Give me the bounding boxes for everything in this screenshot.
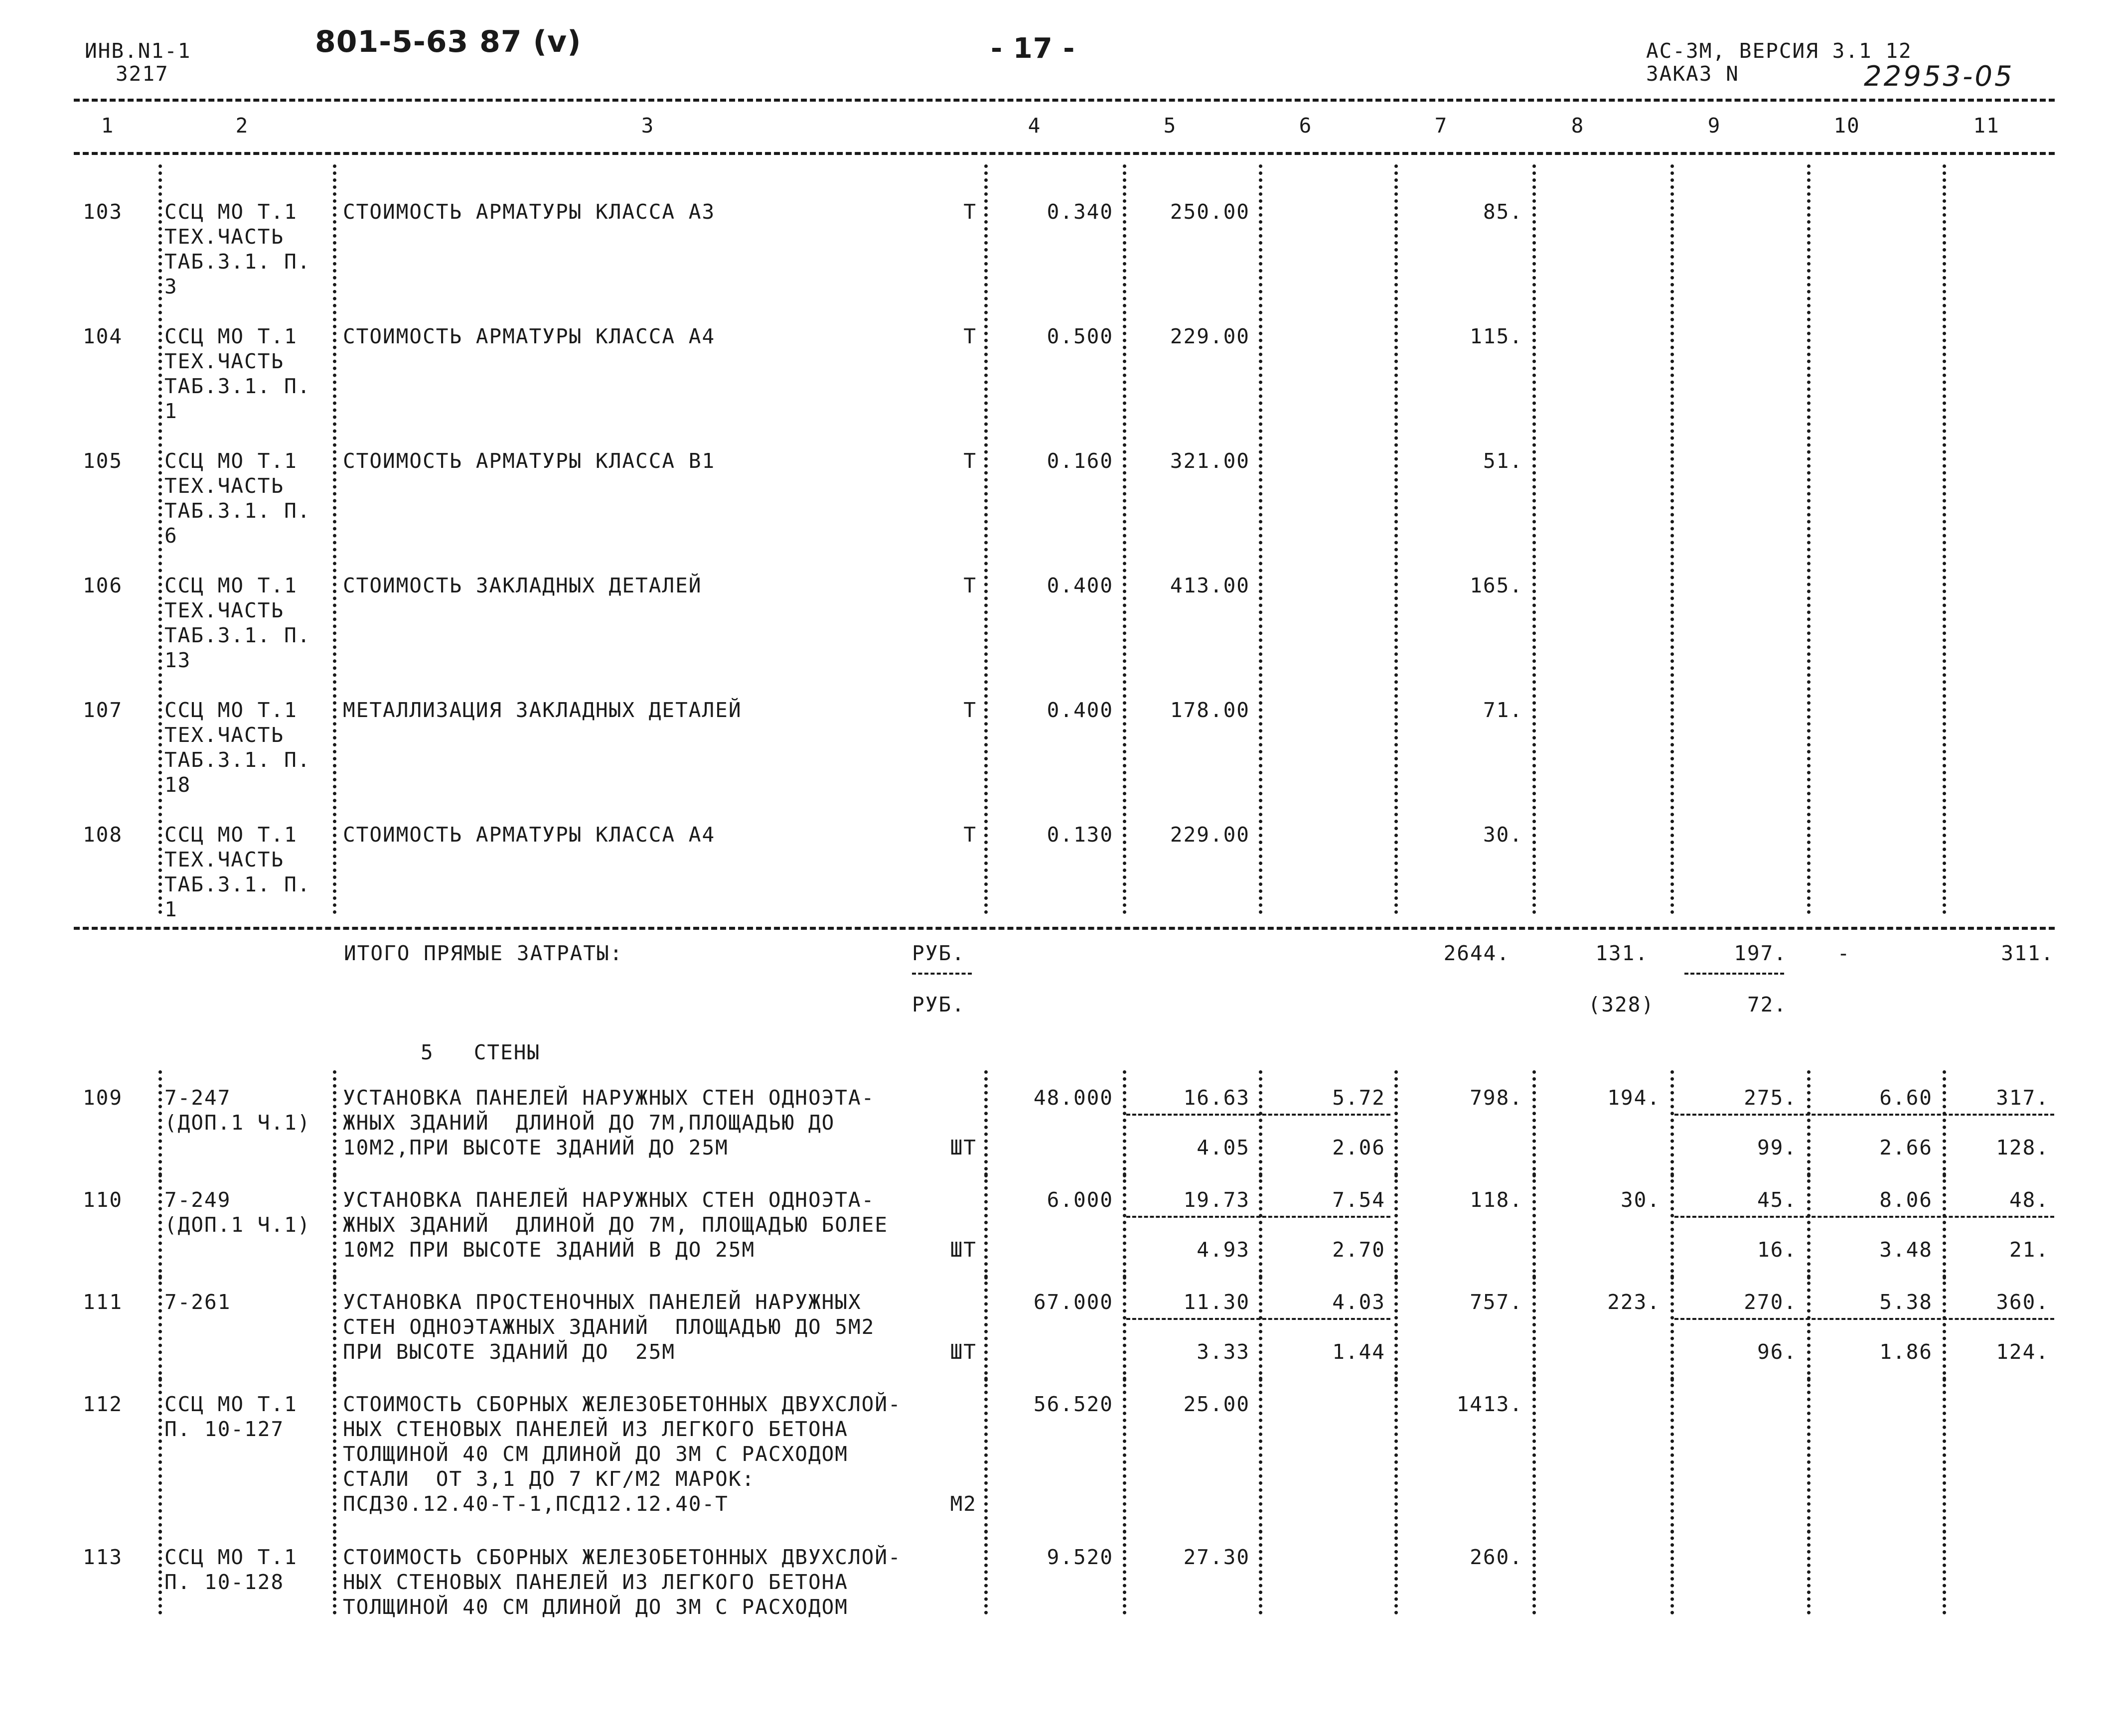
reference-text: 7-249 (164, 1188, 231, 1212)
unit-text: ШТ (950, 1340, 977, 1364)
description-text: СТОИМОСТЬ АРМАТУРЫ КЛАССА А4 (343, 823, 716, 847)
row-number: 113 (83, 1545, 123, 1569)
row-number: 103 (83, 200, 123, 224)
reference-text: ТАБ.3.1. П. (164, 623, 311, 647)
value-c5: 413.00 (1170, 574, 1250, 597)
column-separator (158, 1275, 162, 1382)
reference-text: 1 (164, 897, 178, 921)
column-header-rule (74, 152, 2055, 155)
value-c5: 11.30 (1183, 1290, 1250, 1314)
value-c7: 115. (1470, 324, 1523, 348)
value-c10-secondary: 3.48 (1879, 1238, 1933, 1262)
reference-text: 18 (164, 773, 191, 797)
unit-text: Т (963, 324, 977, 348)
description-text: УСТАНОВКА ПАНЕЛЕЙ НАРУЖНЫХ СТЕН ОДНОЭТА- (343, 1086, 875, 1110)
value-c5-secondary: 4.05 (1197, 1136, 1250, 1159)
reference-text: П. 10-128 (164, 1570, 285, 1594)
column-header: 11 (1973, 114, 2000, 138)
value-c4: 67.000 (1033, 1290, 1113, 1314)
value-c9-secondary: 99. (1757, 1136, 1797, 1159)
order-label: ЗАКАЗ N (1646, 62, 1739, 86)
column-separator (1259, 1377, 1262, 1534)
column-separator (1123, 164, 1126, 914)
reference-text: ТЕХ.ЧАСТЬ (164, 225, 285, 249)
value-c5: 178.00 (1170, 698, 1250, 722)
column-separator (1394, 1377, 1398, 1534)
value-c6: 7.54 (1332, 1188, 1385, 1212)
column-separator (1532, 1172, 1536, 1280)
total-col8: 131. (1595, 941, 1649, 965)
value-c7: 71. (1483, 698, 1523, 722)
section-title: 5 СТЕНЫ (421, 1040, 541, 1064)
total-unit: РУБ. (912, 941, 965, 965)
description-text: ПСД30.12.40-Т-1,ПСД12.12.40-Т (343, 1492, 729, 1516)
column-separator (1394, 1172, 1398, 1280)
reference-text: ССЦ МО Т.1 (164, 449, 298, 473)
value-c7: 1413. (1456, 1392, 1523, 1416)
column-separator (1532, 1275, 1536, 1382)
description-text: СТЕН ОДНОЭТАЖНЫХ ЗДАНИЙ ПЛОЩАДЬЮ ДО 5М2 (343, 1315, 875, 1339)
description-text: НЫХ СТЕНОВЫХ ПАНЕЛЕЙ ИЗ ЛЕГКОГО БЕТОНА (343, 1570, 848, 1594)
column-header: 6 (1299, 114, 1313, 138)
subrow-rule (1126, 1114, 1390, 1116)
value-c4: 0.400 (1047, 574, 1113, 597)
unit-text: Т (963, 200, 977, 224)
description-text: СТОИМОСТЬ СБОРНЫХ ЖЕЛЕЗОБЕТОННЫХ ДВУХСЛОЙ- (343, 1392, 902, 1416)
column-separator (984, 164, 988, 914)
description-text: ЖНЫХ ЗДАНИЙ ДЛИНОЙ ДО 7М,ПЛОЩАДЬЮ ДО (343, 1111, 835, 1135)
reference-text: ССЦ МО Т.1 (164, 1545, 298, 1569)
column-separator (333, 164, 336, 914)
total-col9-secondary: 72. (1747, 993, 1787, 1016)
column-separator (1394, 1530, 1398, 1614)
value-c10: 6.60 (1879, 1086, 1933, 1110)
value-c4: 9.520 (1047, 1545, 1113, 1569)
inventory-label: ИНВ.N1-1 (85, 39, 191, 63)
reference-text: ТЕХ.ЧАСТЬ (164, 349, 285, 373)
column-header: 5 (1163, 114, 1177, 138)
value-c11: 360. (1996, 1290, 2049, 1314)
column-separator (1259, 1275, 1262, 1382)
value-c7: 757. (1470, 1290, 1523, 1314)
column-separator (1123, 1172, 1126, 1280)
reference-text: ТАБ.3.1. П. (164, 374, 311, 398)
description-text: СТАЛИ ОТ 3,1 ДО 7 КГ/М2 МАРОК: (343, 1467, 756, 1491)
value-c11-secondary: 128. (1996, 1136, 2049, 1159)
column-header: 3 (641, 114, 655, 138)
column-separator (984, 1172, 988, 1280)
unit-text: ШТ (950, 1136, 977, 1159)
value-c7: 165. (1470, 574, 1523, 597)
value-c8: 223. (1607, 1290, 1661, 1314)
column-separator (984, 1377, 988, 1534)
value-c5-secondary: 3.33 (1197, 1340, 1250, 1364)
row-number: 109 (83, 1086, 123, 1110)
total-col10: - (1837, 941, 1851, 965)
description-text: НЫХ СТЕНОВЫХ ПАНЕЛЕЙ ИЗ ЛЕГКОГО БЕТОНА (343, 1417, 848, 1441)
page-number: - 17 - (991, 32, 1075, 65)
total-col11: 311. (2001, 941, 2054, 965)
value-c6: 4.03 (1332, 1290, 1385, 1314)
description-text: ЖНЫХ ЗДАНИЙ ДЛИНОЙ ДО 7М, ПЛОЩАДЬЮ БОЛЕЕ (343, 1213, 889, 1237)
value-c5: 16.63 (1183, 1086, 1250, 1110)
value-c5: 321.00 (1170, 449, 1250, 473)
column-separator (1670, 1530, 1674, 1614)
column-separator (1807, 1530, 1811, 1614)
unit-text: Т (963, 823, 977, 847)
value-c5: 25.00 (1183, 1392, 1250, 1416)
description-text: СТОИМОСТЬ ЗАКЛАДНЫХ ДЕТАЛЕЙ (343, 574, 702, 597)
column-separator (1807, 1070, 1811, 1177)
column-separator (984, 1070, 988, 1177)
column-separator (1123, 1377, 1126, 1534)
value-c6-secondary: 1.44 (1332, 1340, 1385, 1364)
subrow-rule (1674, 1318, 2054, 1320)
value-c11-secondary: 124. (1996, 1340, 2049, 1364)
description-text: МЕТАЛЛИЗАЦИЯ ЗАКЛАДНЫХ ДЕТАЛЕЙ (343, 698, 742, 722)
column-separator (984, 1275, 988, 1382)
value-c10-secondary: 1.86 (1879, 1340, 1933, 1364)
column-separator (1943, 1275, 1946, 1382)
column-separator (1259, 164, 1262, 914)
column-separator (1670, 1377, 1674, 1534)
column-separator (333, 1530, 336, 1614)
description-text: УСТАНОВКА ПАНЕЛЕЙ НАРУЖНЫХ СТЕН ОДНОЭТА- (343, 1188, 875, 1212)
reference-text: ССЦ МО Т.1 (164, 574, 298, 597)
value-c5: 250.00 (1170, 200, 1250, 224)
value-c7: 260. (1470, 1545, 1523, 1569)
value-c7: 118. (1470, 1188, 1523, 1212)
column-separator (1394, 1275, 1398, 1382)
column-separator (1394, 164, 1398, 914)
value-c11: 317. (1996, 1086, 2049, 1110)
header-rule (74, 99, 2055, 102)
value-c4: 0.400 (1047, 698, 1113, 722)
column-separator (1670, 1275, 1674, 1382)
total-col9-underline (1684, 973, 1784, 975)
value-c4: 0.160 (1047, 449, 1113, 473)
column-separator (1670, 1172, 1674, 1280)
column-separator (1943, 1377, 1946, 1534)
column-separator (333, 1172, 336, 1280)
column-separator (158, 1377, 162, 1534)
column-header: 8 (1571, 114, 1585, 138)
value-c7: 30. (1483, 823, 1523, 847)
reference-text: ТЕХ.ЧАСТЬ (164, 723, 285, 747)
value-c11-secondary: 21. (2009, 1238, 2049, 1262)
column-header: 2 (235, 114, 249, 138)
description-text: 10М2,ПРИ ВЫСОТЕ ЗДАНИЙ ДО 25М (343, 1136, 729, 1159)
reference-text: П. 10-127 (164, 1417, 285, 1441)
column-separator (1807, 1377, 1811, 1534)
row-number: 110 (83, 1188, 123, 1212)
reference-text: ТАБ.3.1. П. (164, 748, 311, 772)
column-separator (1394, 1070, 1398, 1177)
column-separator (1259, 1172, 1262, 1280)
value-c6-secondary: 2.70 (1332, 1238, 1385, 1262)
reference-text: 3 (164, 275, 178, 298)
reference-text: ТЕХ.ЧАСТЬ (164, 848, 285, 871)
reference-text: ТАБ.3.1. П. (164, 872, 311, 896)
value-c6: 5.72 (1332, 1086, 1385, 1110)
column-separator (1807, 1275, 1811, 1382)
column-separator (1943, 1070, 1946, 1177)
total-rule (74, 927, 2055, 930)
value-c10: 5.38 (1879, 1290, 1933, 1314)
value-c9: 45. (1757, 1188, 1797, 1212)
value-c7: 51. (1483, 449, 1523, 473)
value-c7: 798. (1470, 1086, 1523, 1110)
value-c4: 56.520 (1033, 1392, 1113, 1416)
unit-text: М2 (950, 1492, 977, 1516)
column-separator (1807, 164, 1811, 914)
value-c9-secondary: 96. (1757, 1340, 1797, 1364)
description-text: СТОИМОСТЬ СБОРНЫХ ЖЕЛЕЗОБЕТОННЫХ ДВУХСЛОЙ- (343, 1545, 902, 1569)
value-c7: 85. (1483, 200, 1523, 224)
description-text: 10М2 ПРИ ВЫСОТЕ ЗДАНИЙ В ДО 25М (343, 1238, 756, 1262)
value-c10-secondary: 2.66 (1879, 1136, 1933, 1159)
total-col8-secondary: (328) (1588, 993, 1655, 1016)
total-unit-secondary: РУБ. (912, 993, 965, 1016)
description-text: ТОЛЩИНОЙ 40 СМ ДЛИНОЙ ДО 3М С РАСХОДОМ (343, 1595, 848, 1619)
reference-text: ТЕХ.ЧАСТЬ (164, 598, 285, 622)
value-c4: 0.500 (1047, 324, 1113, 348)
reference-text: ССЦ МО Т.1 (164, 698, 298, 722)
reference-text: ССЦ МО Т.1 (164, 200, 298, 224)
reference-text: ССЦ МО Т.1 (164, 823, 298, 847)
column-separator (1259, 1070, 1262, 1177)
column-separator (158, 1172, 162, 1280)
unit-text: Т (963, 449, 977, 473)
column-separator (1532, 164, 1536, 914)
reference-text: 6 (164, 524, 178, 548)
value-c4: 48.000 (1033, 1086, 1113, 1110)
column-separator (1532, 1530, 1536, 1614)
column-separator (158, 1530, 162, 1614)
column-separator (1259, 1530, 1262, 1614)
row-number: 112 (83, 1392, 123, 1416)
unit-text: Т (963, 698, 977, 722)
reference-text: 13 (164, 648, 191, 672)
total-label: ИТОГО ПРЯМЫЕ ЗАТРАТЫ: (344, 941, 623, 965)
value-c6-secondary: 2.06 (1332, 1136, 1385, 1159)
row-number: 106 (83, 574, 123, 597)
unit-underline (912, 973, 972, 975)
value-c8: 30. (1620, 1188, 1661, 1212)
inventory-number: 3217 (116, 62, 169, 86)
column-separator (1123, 1530, 1126, 1614)
unit-text: ШТ (950, 1238, 977, 1262)
column-header: 9 (1707, 114, 1721, 138)
reference-text: 7-261 (164, 1290, 231, 1314)
column-separator (333, 1275, 336, 1382)
column-separator (1670, 164, 1674, 914)
subrow-rule (1126, 1216, 1390, 1218)
value-c4: 6.000 (1047, 1188, 1113, 1212)
description-text: СТОИМОСТЬ АРМАТУРЫ КЛАССА А3 (343, 200, 716, 224)
reference-text: ТАБ.3.1. П. (164, 250, 311, 274)
reference-text: ССЦ МО Т.1 (164, 1392, 298, 1416)
row-number: 105 (83, 449, 123, 473)
row-number: 107 (83, 698, 123, 722)
description-text: СТОИМОСТЬ АРМАТУРЫ КЛАССА В1 (343, 449, 716, 473)
order-number: 22953-05 (1864, 60, 2014, 93)
value-c11: 48. (2009, 1188, 2049, 1212)
column-separator (158, 164, 162, 914)
value-c5: 229.00 (1170, 823, 1250, 847)
column-separator (333, 1070, 336, 1177)
column-separator (1807, 1172, 1811, 1280)
reference-text: (ДОП.1 Ч.1) (164, 1213, 311, 1237)
row-number: 104 (83, 324, 123, 348)
value-c8: 194. (1607, 1086, 1661, 1110)
column-separator (1123, 1070, 1126, 1177)
subrow-rule (1126, 1318, 1390, 1320)
column-separator (1943, 1530, 1946, 1614)
program-version: АС-3М, ВЕРСИЯ 3.1 12 (1646, 39, 1912, 63)
column-separator (333, 1377, 336, 1534)
reference-text: (ДОП.1 Ч.1) (164, 1111, 311, 1135)
subrow-rule (1674, 1216, 2054, 1218)
value-c4: 0.130 (1047, 823, 1113, 847)
unit-text: Т (963, 574, 977, 597)
column-separator (1943, 164, 1946, 914)
value-c5: 27.30 (1183, 1545, 1250, 1569)
value-c4: 0.340 (1047, 200, 1113, 224)
column-header: 10 (1833, 114, 1860, 138)
description-text: УСТАНОВКА ПРОСТЕНОЧНЫХ ПАНЕЛЕЙ НАРУЖНЫХ (343, 1290, 862, 1314)
column-header: 1 (101, 114, 115, 138)
reference-text: 1 (164, 399, 178, 423)
column-separator (1123, 1275, 1126, 1382)
value-c9: 270. (1744, 1290, 1797, 1314)
value-c10: 8.06 (1879, 1188, 1933, 1212)
value-c5: 19.73 (1183, 1188, 1250, 1212)
total-col7: 2644. (1443, 941, 1510, 965)
column-header: 7 (1434, 114, 1448, 138)
column-separator (1532, 1377, 1536, 1534)
value-c9-secondary: 16. (1757, 1238, 1797, 1262)
column-separator (984, 1530, 988, 1614)
row-number: 111 (83, 1290, 123, 1314)
value-c9: 275. (1744, 1086, 1797, 1110)
reference-text: ТАБ.3.1. П. (164, 499, 311, 523)
subrow-rule (1674, 1114, 2054, 1116)
reference-text: ТЕХ.ЧАСТЬ (164, 474, 285, 498)
description-text: СТОИМОСТЬ АРМАТУРЫ КЛАССА А4 (343, 324, 716, 348)
total-col9: 197. (1734, 941, 1787, 965)
column-separator (1670, 1070, 1674, 1177)
column-header: 4 (1028, 114, 1042, 138)
column-separator (1943, 1172, 1946, 1280)
row-number: 108 (83, 823, 123, 847)
description-text: ТОЛЩИНОЙ 40 СМ ДЛИНОЙ ДО 3М С РАСХОДОМ (343, 1442, 848, 1466)
document-code: 801-5-63 87 (v) (315, 24, 582, 59)
reference-text: 7-247 (164, 1086, 231, 1110)
column-separator (158, 1070, 162, 1177)
column-separator (1532, 1070, 1536, 1177)
value-c5-secondary: 4.93 (1197, 1238, 1250, 1262)
description-text: ПРИ ВЫСОТЕ ЗДАНИЙ ДО 25М (343, 1340, 676, 1364)
value-c5: 229.00 (1170, 324, 1250, 348)
reference-text: ССЦ МО Т.1 (164, 324, 298, 348)
